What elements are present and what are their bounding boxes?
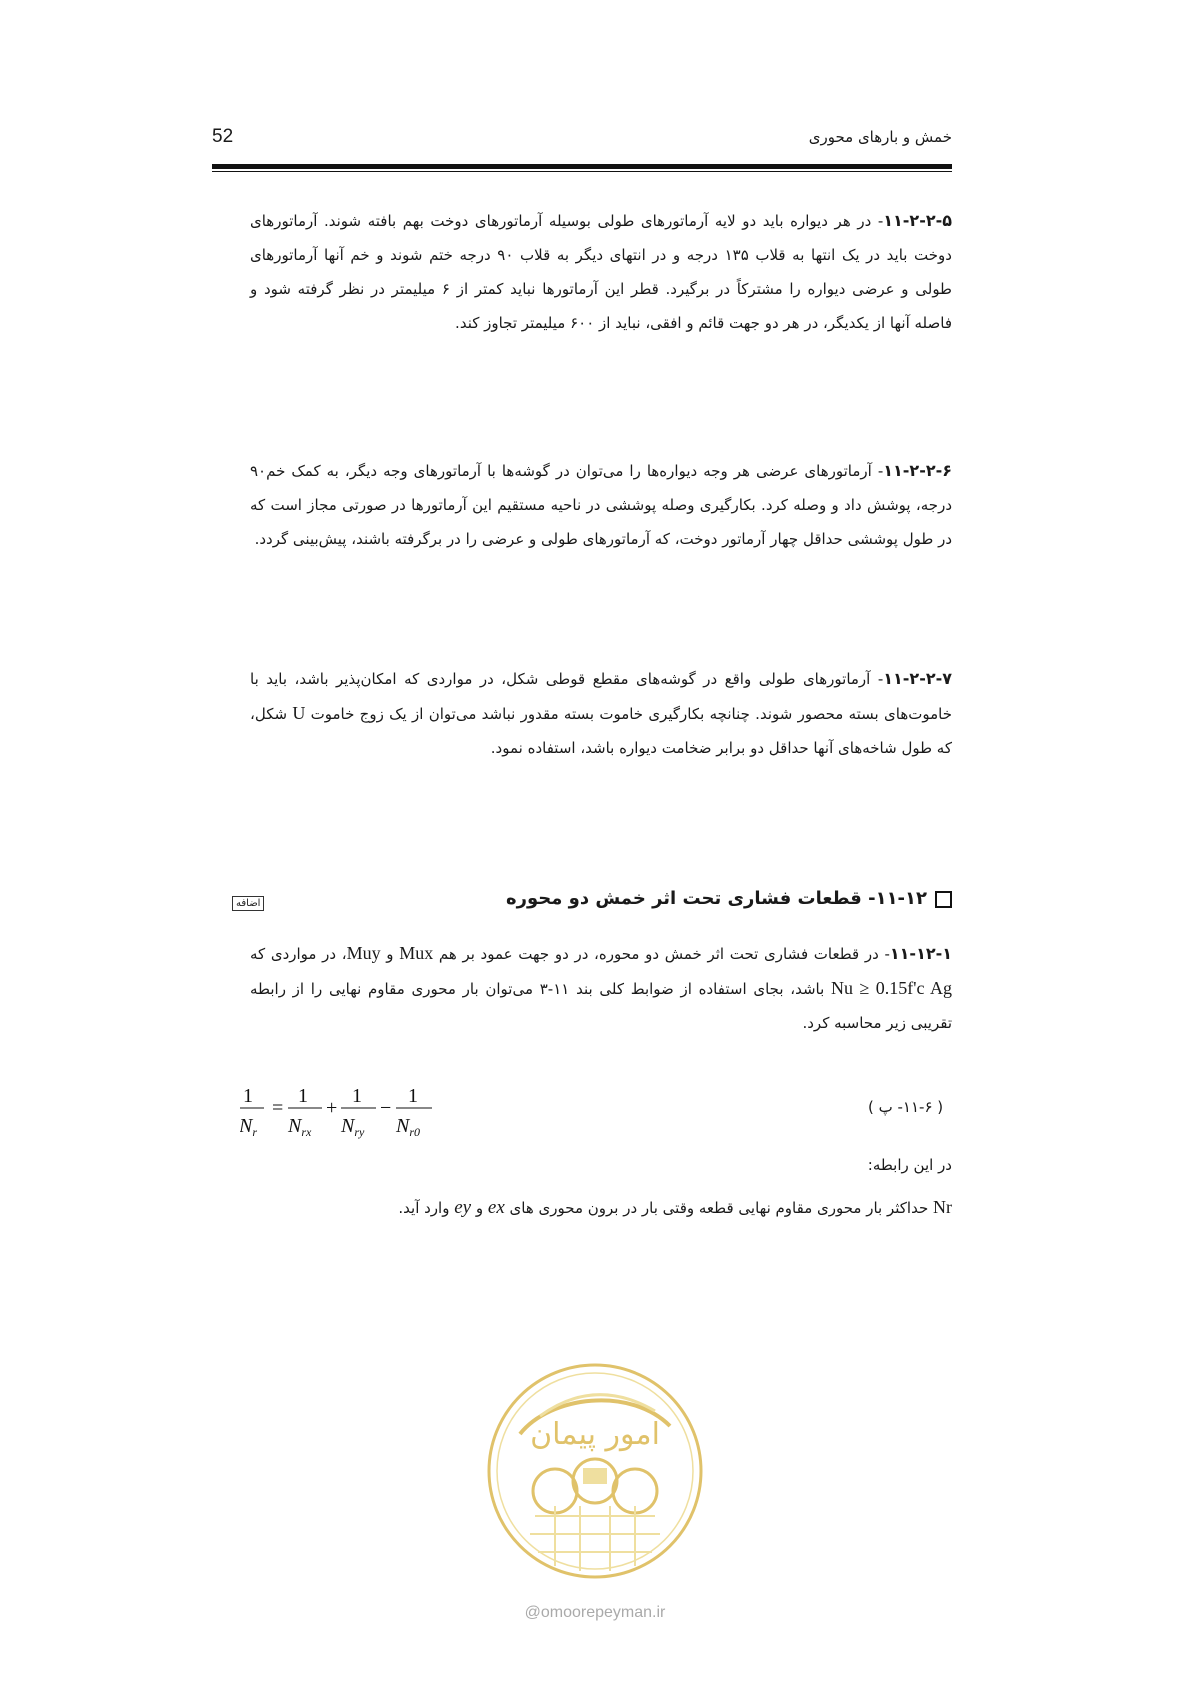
muy-symbol: Muy — [346, 943, 381, 963]
header-rule-thin — [212, 171, 952, 172]
equation-number: ( ۱۱-۶- پ ) — [868, 1098, 944, 1116]
condition-expression: Nu ≥ 0.15f'c Ag — [831, 978, 952, 998]
clause-text-c: باشد، بجای استفاده از ضوابط کلی بند ۱۱-۳ می‌توان بار محوری مقاوم نهایی را از رابطه تقریبی زیر محاسبه کرد. — [250, 980, 952, 1032]
denominator-nrx: $N_{rx}$ — [288, 1115, 312, 1139]
page-number: 52 — [212, 126, 234, 147]
watermark-url: @omoorepeyman.ir — [524, 1604, 666, 1621]
clause-text: - آرماتورهای طولی واقع در گوشه‌های مقطع قوطی شکل، در مواردی که امکان‌پذیر باشد، باید با خاموت‌های بسته محصور شوند. چنانچه بکارگیری خاموت بسته مقدور نباشد می‌توان از یک زوج خاموت — [250, 670, 952, 723]
equals-sign: = — [272, 1097, 284, 1119]
formula-svg — [240, 1080, 470, 1140]
margin-note: اضافه — [232, 896, 264, 911]
numerator-4: 1 — [408, 1085, 418, 1107]
svg-text:امور پیمان: امور پیمان — [530, 1417, 660, 1452]
and-word: و — [471, 1199, 488, 1217]
definition-text-a: حداکثر بار محوری مقاوم نهایی قطعه وقتی بار در برون محوری های — [504, 1199, 933, 1217]
nr-definition — [250, 1190, 952, 1225]
page-header — [212, 126, 952, 166]
paragraph-11-2-2-5 — [250, 204, 952, 340]
reciprocal-load-formula — [240, 1080, 470, 1140]
where-label — [250, 1148, 952, 1182]
section-title: ۱۱-۱۲- قطعات فشاری تحت اثر خمش دو محوره — [505, 888, 927, 909]
clause-text-a: - در قطعات فشاری تحت اثر خمش دو محوره، در دو جهت عمود بر هم — [433, 945, 890, 963]
paragraph-11-12-1 — [250, 936, 952, 1040]
denominator-nr: $N_r$ — [240, 1115, 258, 1139]
clause-text: - آرماتورهای عرضی هر وجه دیوارەها را می‌توان در گوشەها با آرماتورهای وجه دیگر، به کمک خم۹۰ درجه، پوشش داد و وصله کرد. بکارگیری وصله پوششی در ناحیه مستقیم این آرماتورها در صورتی مجاز است که در طول پوششی حداقل چهار آرماتور دوخت، که آرماتورهای طولی و عرضی را در برگرفته باشند، پیش‌بینی گردد. — [250, 462, 952, 548]
ey-symbol: ey — [454, 1197, 472, 1218]
mux-symbol: Mux — [399, 943, 434, 963]
numerator-3: 1 — [352, 1085, 362, 1107]
definition-text-b: وارد آید. — [398, 1199, 455, 1217]
clause-number: ۱۱-۲-۲-۵ — [883, 211, 952, 230]
minus-sign: − — [380, 1097, 392, 1119]
clause-number: ۱۱-۱۲-۱ — [889, 944, 952, 963]
numerator-2: 1 — [298, 1085, 308, 1107]
denominator-nry: $N_{ry}$ — [341, 1115, 365, 1139]
section-heading — [420, 888, 952, 909]
clause-text-b: ، در مواردی که — [250, 945, 347, 963]
clause-number: ۱۱-۲-۲-۷ — [883, 669, 952, 688]
u-letter: U — [292, 703, 306, 723]
denominator-nr0: $N_{r0}$ — [396, 1115, 421, 1139]
nr-symbol: Nr — [933, 1197, 952, 1217]
header-rule-thick — [212, 164, 952, 169]
paragraph-11-2-2-6 — [250, 454, 952, 556]
clause-text: - در هر دیواره باید دو لایه آرماتورهای طولی بوسیله آرماتورهای دوخت بهم بافته شوند. آرماتورهای دوخت باید در یک انتها به قلاب ۱۳۵ درجه و در انتهای دیگر به قلاب ۹۰ درجه ختم شوند و خم آنها آرماتورهای طولی و عرضی دیواره را مشترکاً در برگیرد. قطر این آرماتورها نباید کمتر از ۶ میلیمتر در نظر گرفته شود و فاصله آنها از یکدیگر، در هر دو جهت قائم و افقی، نباید از ۶۰۰ میلیمتر تجاوز کند. — [250, 212, 952, 332]
ex-symbol: ex — [487, 1197, 505, 1218]
and-word: و — [380, 945, 400, 963]
paragraph-11-2-2-7 — [250, 662, 952, 765]
clause-text-end: شکل، که طول شاخه‌های آنها حداقل دو برابر ضخامت دیواره باشد، استفاده نمود. — [250, 705, 952, 757]
watermark-logo — [480, 1356, 710, 1586]
running-title: خمش و بارهای محوری — [808, 128, 952, 146]
plus-sign: + — [326, 1097, 338, 1119]
logo-seal-icon — [480, 1356, 710, 1586]
numerator-1: 1 — [243, 1085, 253, 1107]
clause-number: ۱۱-۲-۲-۶ — [883, 461, 952, 480]
where-text: در این رابطه: — [867, 1156, 952, 1174]
checkbox-icon — [935, 891, 952, 908]
